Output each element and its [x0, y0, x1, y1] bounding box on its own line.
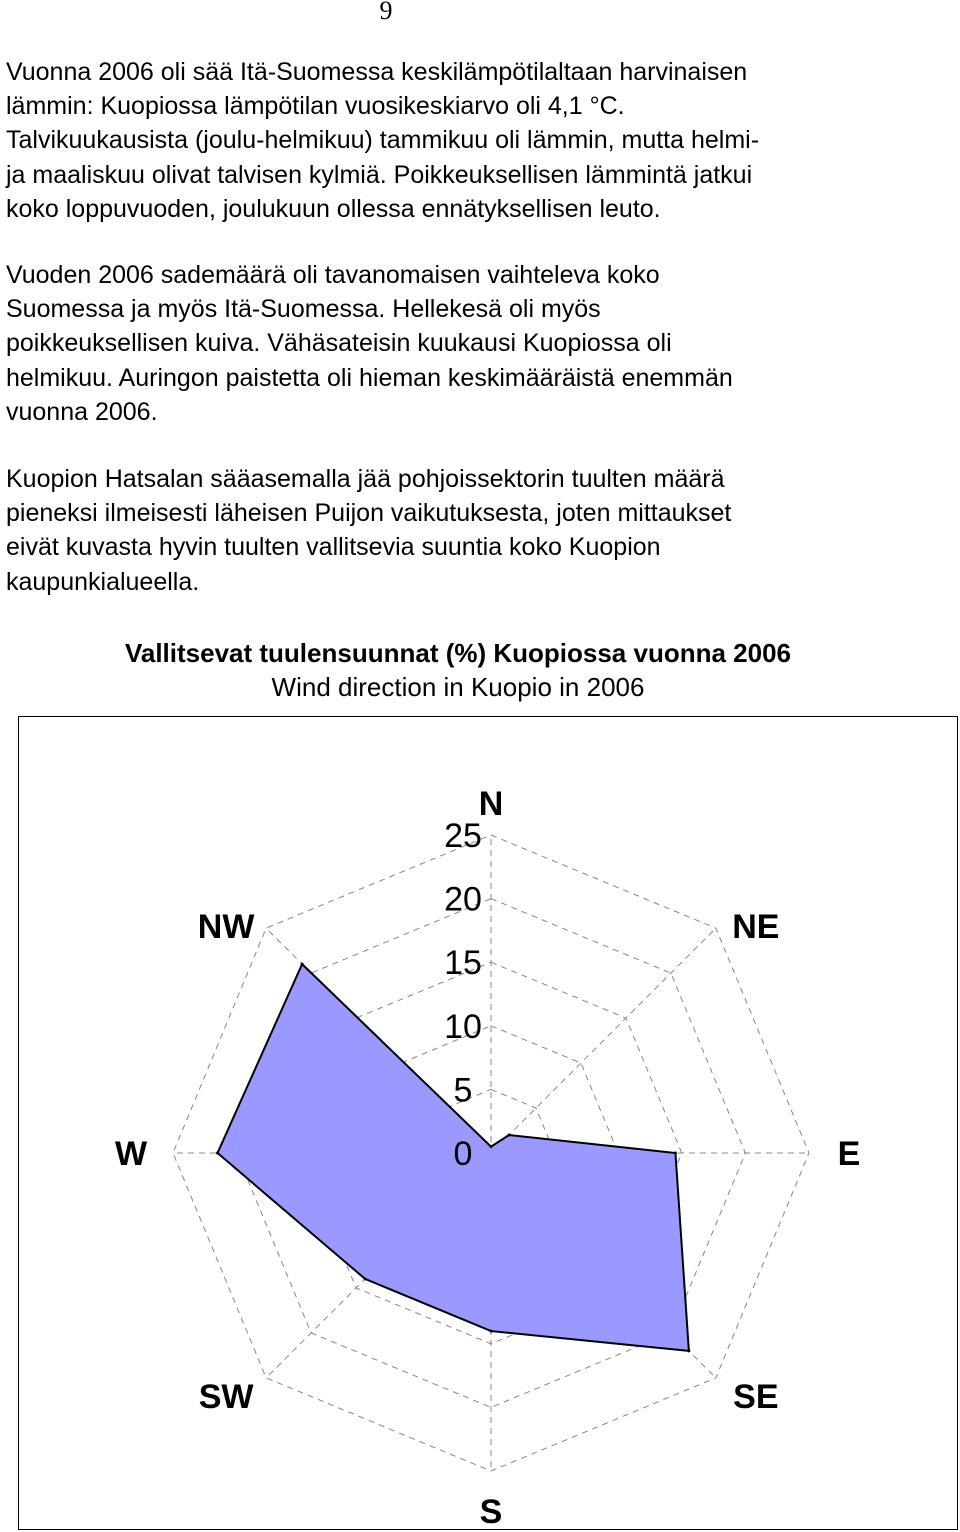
- direction-label-ne: NE: [732, 908, 780, 947]
- data-point-e: [674, 1152, 677, 1155]
- direction-label-sw: SW: [198, 1377, 254, 1416]
- radial-tick-label: 0: [453, 1135, 473, 1173]
- radial-tick-label: 15: [444, 944, 482, 983]
- data-point-sw: [364, 1277, 367, 1280]
- data-point-w: [216, 1152, 219, 1155]
- paragraph-line: Kuopion Hatsalan sääasemalla jää pohjoissektorin tuulten määrä: [6, 465, 725, 493]
- radial-tick-label: 5: [453, 1071, 473, 1110]
- data-point-n: [490, 1145, 493, 1148]
- data-point-s: [490, 1330, 493, 1333]
- paragraph-wind-station: [6, 462, 906, 599]
- chart-frame: [18, 716, 958, 1530]
- paragraph-line: Vuoden 2006 sademäärä oli tavanomaisen vaihteleva koko: [6, 261, 660, 289]
- paragraph-line: Suomessa ja myös Itä-Suomessa. Hellekesä oli myös: [6, 295, 601, 324]
- paragraph-line: ja maaliskuu olivat talvisen kylmiä. Poikkeuksellisen lämmintä jatkui: [6, 160, 753, 189]
- direction-label-n: N: [478, 785, 504, 823]
- paragraph-precipitation: [6, 258, 906, 429]
- paragraph-line: Talvikuukausista (joulu-helmikuu) tammikuu oli lämmin, mutta helmi-: [6, 126, 760, 155]
- paragraph-line: pieneksi ilmeisesti läheisen Puijon vaikutuksesta, joten mittaukset: [6, 499, 732, 528]
- radial-tick-label: 20: [444, 880, 482, 919]
- direction-label-nw: NW: [197, 908, 255, 947]
- direction-label-w: W: [114, 1135, 148, 1173]
- paragraph-line: eivät kuvasta hyvin tuulten vallitsevia suuntia koko Kuopion: [6, 533, 661, 562]
- wind-rose-chart: [19, 717, 958, 1530]
- direction-label-se: SE: [733, 1377, 779, 1416]
- paragraph-line: Vuonna 2006 oli sää Itä-Suomessa keskilämpötilaltaan harvinaisen: [6, 58, 748, 86]
- paragraph-weather-2006: [6, 55, 906, 226]
- radial-tick-label: 25: [444, 817, 482, 855]
- paragraph-line: koko loppuvuoden, joulukuun ollessa ennätyksellisen leuto.: [6, 194, 661, 223]
- data-point-nw: [301, 963, 304, 966]
- chart-title: Vallitsevat tuulensuunnat (%) Kuopiossa vuonna 2006: [124, 638, 792, 668]
- grid-spoke: [491, 928, 716, 1153]
- data-point-ne: [507, 1134, 510, 1137]
- data-point-se: [687, 1349, 690, 1352]
- direction-label-e: E: [837, 1135, 861, 1173]
- paragraph-line: vuonna 2006.: [6, 397, 158, 426]
- paragraph-line: lämmin: Kuopiossa lämpötilan vuosikeskiarvo oli 4,1 °C.: [6, 92, 625, 121]
- paragraph-line: poikkeuksellisen kuiva. Vähäsateisin kuukausi Kuopiossa oli: [6, 329, 672, 358]
- paragraph-line: helmikuu. Auringon paistetta oli hieman keskimääräistä enemmän: [6, 363, 733, 392]
- chart-subtitle: Wind direction in Kuopio in 2006: [271, 672, 645, 702]
- page-number: 9: [379, 0, 393, 25]
- radial-tick-label: 10: [444, 1007, 482, 1046]
- direction-label-s: S: [479, 1493, 503, 1531]
- paragraph-line: kaupunkialueella.: [6, 567, 200, 596]
